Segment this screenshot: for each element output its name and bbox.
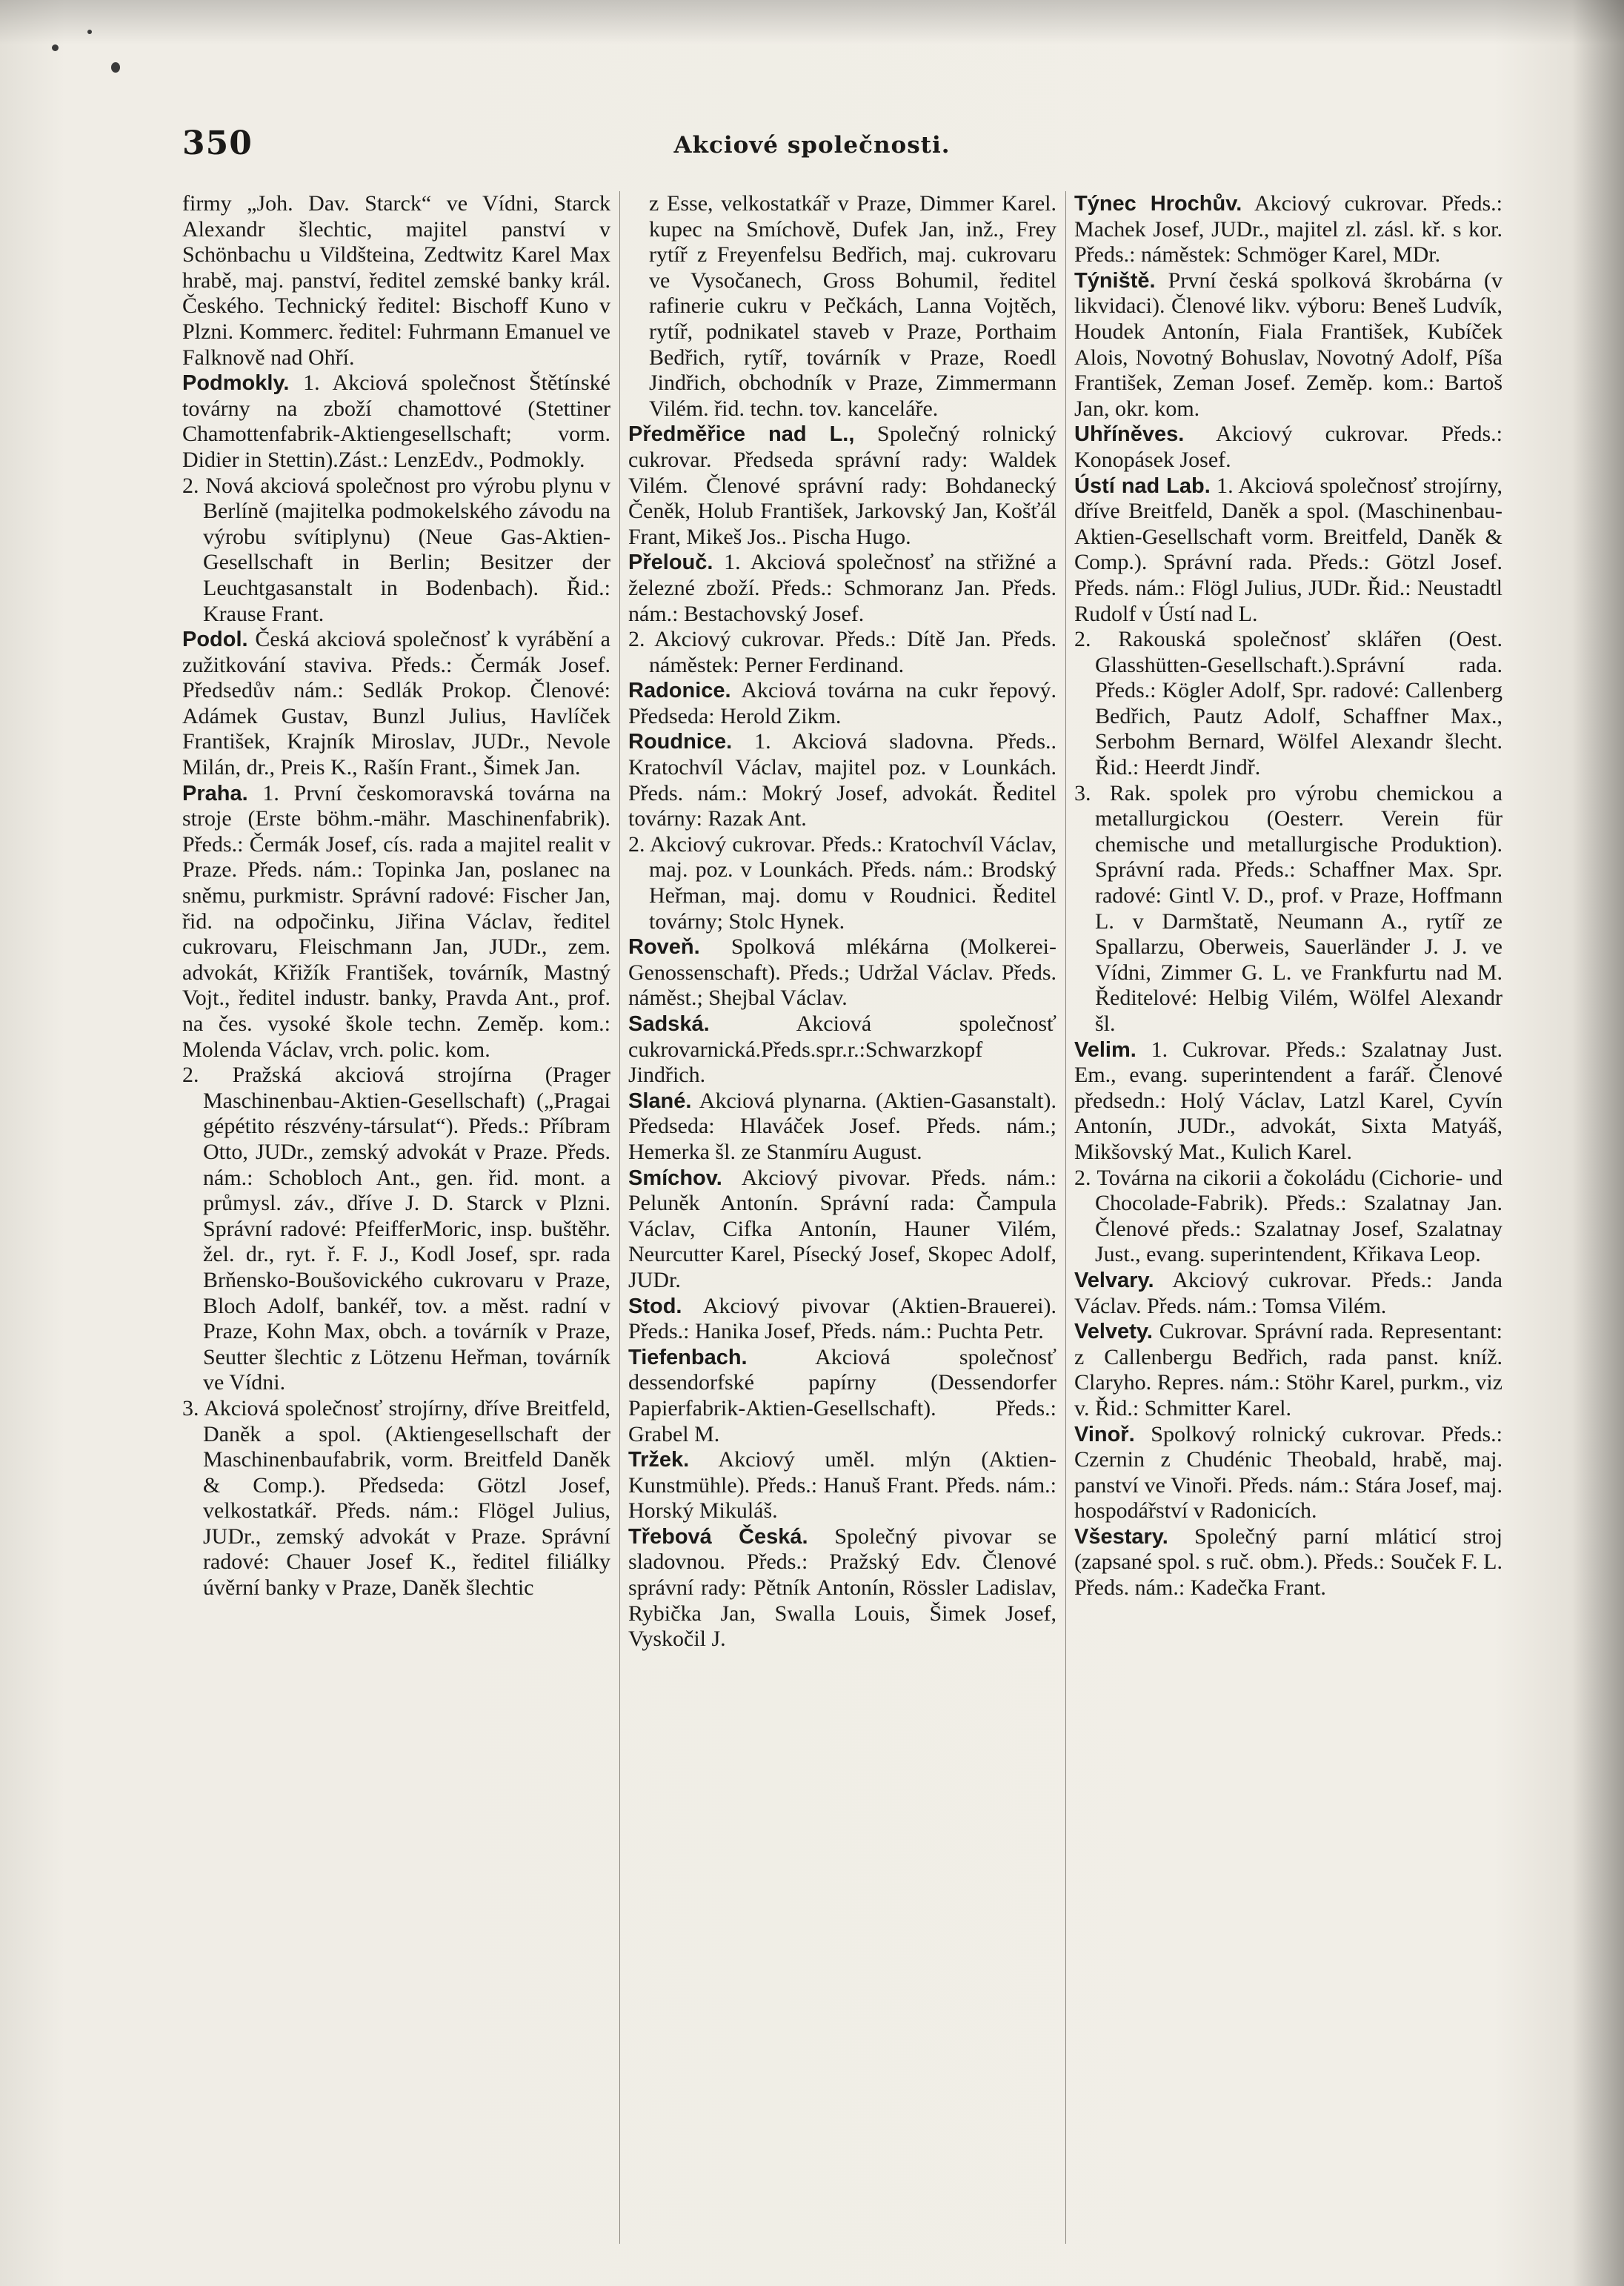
directory-subentry [628, 627, 1056, 678]
entry-place-name: Praha. [182, 781, 248, 805]
entry-place-name: Velvary. [1074, 1268, 1154, 1292]
entry-place-name: Ústí nad Lab. [1074, 474, 1211, 498]
entry-text: Akciový cukrovar. Předs.: Janda Václav. Předs. nám.: Tomsa Vilém. [1074, 1267, 1502, 1318]
directory-subentry [1074, 627, 1502, 781]
directory-entry [628, 422, 1056, 550]
entry-text: Akciový cukrovar. Předs.: Machek Josef, JUDr., majitel zl. zásl. kř. s kor. Předs.: náměstek: Schmöger Karel, MDr. [1074, 191, 1502, 268]
directory-subentry [1074, 781, 1502, 1037]
directory-entry [1074, 1524, 1502, 1601]
entry-place-name: Velvety. [1074, 1320, 1153, 1344]
directory-entry [628, 678, 1056, 729]
entry-text: Spolkový rolnický cukrovar. Předs.: Czernin z Chudénic Theobald, hrabě, maj. panství ve Vinoři. Předs. nám.: Stára Josef, maj. hospodářství v Radonicích. [1074, 1421, 1503, 1524]
entry-place-name: Stod. [628, 1294, 682, 1318]
entry-place-name: Všestary. [1074, 1524, 1168, 1549]
ink-speck [87, 30, 92, 34]
entry-text: První česká spolková škrobárna (v likvidaci). Členové likv. výboru: Beneš Ludvík, Houdek Antonín, Fiala František, Kubíček Alois, Novotný Bohuslav, Novotný Adolf, Píša František, Zeman Josef. Zeměp. kom.: Bartoš Jan, okr. kom. [1074, 268, 1503, 421]
directory-subentry [628, 832, 1056, 934]
entry-text: Společný rolnický cukrovar. Předseda správní rady: Waldek Vilém. Členové správní rady: Bohdanecký Čeněk, Holub František, Jarkovský Jan, Košťál Frant, Mikeš Jos.. Pischa Hugo. [628, 422, 1056, 549]
entry-text: 2. Nová akciová společnost pro výrobu plynu v Berlíně (majitelka podmokelského závodu na výrobu svítiplynu) (Neue Gas-Aktien-Gesellschaft in Berlin; Besitzer der Leuchtgasanstalt in Bodenbach). Řid.: Krause Frant. [182, 473, 610, 626]
text-column-right [1074, 191, 1502, 1601]
entry-text: Cukrovar. Správní rada. Representant: z Callenbergu Bedřich, rada panst. kníž. Claryho. Repres. nám.: Stöhr Karel, purkm., viz v. Řid.: Schmitter Karel. [1074, 1319, 1502, 1421]
ink-speck [111, 62, 120, 73]
entry-text: 1. Cukrovar. Předs.: Szalatnay Just. Em., evang. superintendent a farář. Členové předsedn.: Holý Václav, Latzl Karel, Cyvín Antonín, JUDr., advokát, Sixta Matyáš, Mikšovský Mat., Kulich Karel. [1074, 1037, 1502, 1164]
directory-subentry [182, 474, 610, 628]
entry-place-name: Třebová Česká. [628, 1524, 808, 1549]
column-divider [619, 191, 620, 2244]
ink-speck [52, 44, 59, 51]
entry-text: 2. Akciový cukrovar. Předs.: Kratochvíl Václav, maj. poz. v Lounkách. Předs. nám.: Brodský Heřman, maj. domu v Roudnici. Ředitel továrny; Stolc Hynek. [628, 831, 1056, 934]
entry-place-name: Podol. [182, 628, 248, 652]
entry-text: Akciová továrna na cukr řepový. Předseda: Herold Zikm. [628, 678, 1056, 728]
entry-text: 1. První českomoravská továrna na stroje (Erste böhm.-mähr. Maschinenfabrik). Předs.: Čermák Josef, cís. rada a majitel realit v Praze. Předs. nám.: Topinka Jan, poslanec na sněmu, purkmistr. Správní radové: Fischer Jan, řid. na odpočinku, Jiřina Václav, ředitel cukrovaru, Fleischmann Jan, JUDr., zem. advokát, Křižík František, továrník, Mastný Vojt., ředitel industr. banky, Pravda Ant., prof. na čes. vysoké škole techn. Zeměp. kom.: Molenda Václav, vrch. polic. kom. [182, 780, 611, 1062]
running-title: Akciové společnosti. [673, 132, 951, 159]
entry-place-name: Uhříněves. [1074, 422, 1185, 447]
entry-text: firmy „Joh. Dav. Starck“ ve Vídni, Starck Alexandr šlechtic, majitel panství v Schönbachu u Vildšteina, Zedtwitz Karel Max hrabě, maj. panství, ředitel zemské banky král. Českého. Technický ředitel: Bischoff Kuno v Plzni. Kommerc. ředitel: Fuhrmann Emanuel ve Falknově nad Ohří. [182, 191, 610, 370]
directory-entry [1074, 1422, 1502, 1524]
entry-place-name: Týniště. [1074, 268, 1156, 293]
directory-entry [182, 781, 610, 1063]
entry-place-name: Radonice. [628, 679, 731, 703]
entry-text: Akciová společnosť dessendorfské papírny (Dessendorfer Papierfabrik-Aktien-Gesellschaft). Předs.: Grabel M. [628, 1344, 1056, 1446]
entry-text: 2. Továrna na cikorii a čokoládu (Cichorie- und Chocolade-Fabrik). Předs.: Szalatnay Jan. Členové předs.: Szalatnay Josef, Szalatnay Just., evang. superintendent, Křikava Leop. [1074, 1165, 1502, 1267]
entry-text: 2. Pražská akciová strojírna (Prager Maschinenbau-Aktien-Gesellschaft) („Pragai gépétito részvény-társulat“). Předs.: Příbram Otto, JUDr., zemský advokát v Praze. Předs. nám.: Schobloch Ant., gen. řid. mont. a průmysl. záv., dříve J. D. Starck v Plzni. Správní radové: PfeifferMoric, insp. buštěhr. žel. dr., ryt. ř. F. J., Kodl Josef, spr. rada Brňensko-Boušovického cukrovaru v Praze, Bloch Adolf, bankéř, tov. a měst. radní v Praze, Kohn Max, obch. a továrník v Praze, Seutter šlechtic z Lötzenu Heřman, továrník ve Vídni. [182, 1063, 610, 1395]
entry-text: z Esse, velkostatkář v Praze, Dimmer Karel. kupec na Smíchově, Dufek Jan, inž., Frey rytíř z Freyenfelsu Bedřich, maj. cukrovaru ve Vysočanech, Gross Bohumil, ředitel rafinerie cukru v Pečkách, Lanna Vojtěch, rytíř, podnikatel staveb v Praze, Porthaim Bedřich, rytíř, továrník v Praze, Roedl Jindřich, obchodník v Praze, Zimmermann Vilém. řid. techn. tov. kanceláře. [649, 191, 1056, 421]
directory-entry [628, 729, 1056, 831]
entry-text: 2. Rakouská společnosť sklářen (Oest. Glasshütten-Gesellschaft.).Správní rada. Předs.: Kögler Adolf, Spr. radové: Callenberg Bedřich, Pautz Adolf, Schaffner Max., Serbohm Bernard, Wölfel Alexandr šlecht. Řid.: Heerdt Jindř. [1074, 627, 1502, 780]
directory-entry [628, 1011, 1056, 1089]
directory-continuation [628, 191, 1056, 422]
entry-text: 1. Akciová společnosť strojírny, dříve Breitfeld, Daněk a spol. (Maschinenbau-Aktien-Gesellschaft vorm. Breitfeld, Daněk & Comp.). Správní rada. Předs.: Götzl Josef. Předs. nám.: Flögl Julius, JUDr. Řid.: Neustadtl Rudolf v Ústí nad L. [1074, 473, 1503, 626]
directory-subentry [182, 1063, 610, 1396]
entry-text: Akciový cukrovar. Předs.: Konopásek Josef. [1074, 422, 1502, 472]
directory-entry [1074, 268, 1502, 422]
entry-text: Česká akciová společnosť k vyrábění a zužitkování staviva. Předs.: Čermák Josef. Předsedův nám.: Sedlák Prokop. Členové: Adámek Gustav, Bunzl Julius, Havlíček František, Krajník Miroslav, JUDr., Nevole Milán, dr., Preis K., Rašín Frant., Šimek Jan. [182, 627, 610, 780]
directory-entry [628, 1294, 1056, 1345]
directory-entry [628, 1166, 1056, 1294]
directory-entry [182, 627, 610, 781]
directory-entry [628, 550, 1056, 627]
directory-entry [1074, 1268, 1502, 1319]
entry-text: 1. Akciová sladovna. Předs.. Kratochvíl Václav, majitel poz. v Lounkách. Předs. nám.: Mokrý Josef, advokát. Ředitel továrny: Razak Ant. [628, 729, 1057, 831]
entry-place-name: Sadská. [628, 1012, 710, 1036]
entry-text: Společný parní mláticí stroj (zapsané spol. s ruč. obm.). Předs.: Souček F. L. Předs. nám.: Kadečka Frant. [1074, 1524, 1503, 1601]
entry-text: Spolková mlékárna (Molkerei-Genossenschaft). Předs.; Udržal Václav. Předs. náměst.; Shejbal Václav. [628, 934, 1056, 1011]
entry-text: 1. Akciová společnost Štětínské továrny na zboží chamottové (Stettiner Chamottenfabrik-Aktiengesellschaft; vorm. Didier in Stettin).Zást.: LenzEdv., Podmokly. [182, 371, 610, 472]
column-divider [1065, 191, 1066, 2244]
entry-text: Akciová plynarna. (Aktien-Gasanstalt). Předseda: Hlaváček Josef. Předs. nám.; Hemerka šl. ze Stanmíru August. [628, 1088, 1056, 1164]
directory-entry [628, 1089, 1056, 1166]
entry-place-name: Podmokly. [182, 371, 290, 396]
directory-entry [182, 371, 610, 473]
directory-subentry [1074, 1166, 1502, 1268]
entry-text: 2. Akciový cukrovar. Předs.: Dítě Jan. Předs. náměstek: Perner Ferdinand. [628, 627, 1056, 677]
directory-entry [628, 1524, 1056, 1652]
entry-text: 3. Rak. spolek pro výrobu chemickou a metallurgickou (Oesterr. Verein für chemische und metallurgische Produktion). Správní rada. Předs.: Schaffner Max. Spr. radové: Gintl V. D., prof. v Praze, Hoffmann L. v Darmštatě, Neumann A., rytíř ze Spallarzu, Oberweis, Sauerländer J. J. ve Vídni, Zimmer G. L. ve Frankfurtu nad M. Ředitelové: Helbig Vilém, Wölfel Alexandr šl. [1074, 780, 1502, 1036]
directory-entry [1074, 422, 1502, 473]
entry-text: Společný pivovar se sladovnou. Předs.: Pražský Edv. Členové správní rady: Pětník Antonín, Rössler Ladislav, Rybička Jan, Swalla Louis, Šimek Josef, Vyskočil J. [628, 1524, 1057, 1652]
entry-place-name: Smíchov. [628, 1166, 722, 1190]
entry-place-name: Slané. [628, 1089, 692, 1113]
entry-place-name: Přelouč. [628, 551, 713, 575]
entry-text: Akciový uměl. mlýn (Aktien-Kunstmühle). Předs.: Hanuš Frant. Předs. nám.: Horský Mikuláš. [628, 1447, 1056, 1524]
entry-place-name: Tiefenbach. [628, 1345, 748, 1369]
entry-text: 3. Akciová společnosť strojírny, dříve Breitfeld, Daněk a spol. (Aktiengesellschaft der Maschinenbaufabrik, vorm. Breitfeld Daněk & Comp.). Předseda: Götzl Josef, velkostatkář. Předs. nám.: Flögel Julius, JUDr., zemský advokát v Praze. Správní radové: Chauer Josef K., ředitel filiálky úvěrní banky v Praze, Daněk šlechtic [182, 1395, 610, 1601]
entry-place-name: Vinoř. [1074, 1422, 1135, 1446]
directory-entry [1074, 474, 1502, 628]
directory-subentry [182, 1396, 610, 1601]
directory-continuation [182, 191, 610, 371]
entry-text: Akciový pivovar (Aktien-Brauerei). Předs.: Hanika Josef, Předs. nám.: Puchta Petr. [628, 1293, 1056, 1344]
entry-text: 1. Akciová společnosť na střižné a železné zboží. Předs.: Schmoranz Jan. Předs. nám.: Bestachovský Josef. [628, 550, 1056, 626]
entry-place-name: Roveň. [628, 935, 700, 960]
directory-entry [628, 1345, 1056, 1447]
directory-entry [1074, 1037, 1502, 1166]
entry-place-name: Předměřice nad L., [628, 422, 855, 447]
page-number: 350 [182, 124, 253, 162]
entry-text: Akciová společnosť cukrovarnická.Předs.spr.r.:Schwarzkopf Jindřich. [628, 1011, 1056, 1088]
entry-text: Akciový pivovar. Předs. nám.: Peluněk Antonín. Správní rada: Čampula Václav, Cifka Antonín, Hauner Vilém, Neurcutter Karel, Písecký Josef, Skopec Adolf, JUDr. [628, 1165, 1056, 1292]
text-column-left [182, 191, 610, 1601]
directory-entry [628, 934, 1056, 1011]
directory-entry [1074, 191, 1502, 268]
text-column-middle [628, 191, 1056, 1652]
directory-entry [1074, 1319, 1502, 1421]
entry-place-name: Tržek. [628, 1448, 690, 1472]
directory-entry [628, 1447, 1056, 1524]
entry-place-name: Roudnice. [628, 730, 733, 754]
entry-place-name: Týnec Hrochův. [1074, 192, 1242, 216]
entry-place-name: Velim. [1074, 1037, 1137, 1062]
